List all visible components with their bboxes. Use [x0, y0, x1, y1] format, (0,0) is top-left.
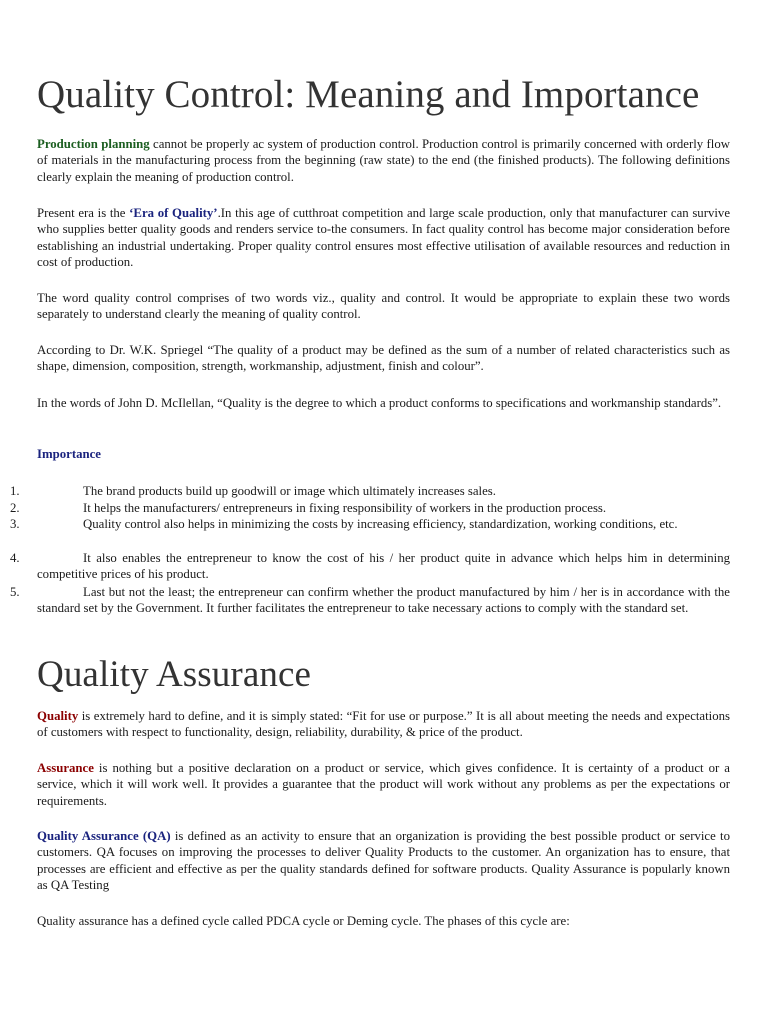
list-number: 2. [10, 501, 20, 515]
list-number: 3. [10, 517, 20, 531]
list-item [10, 550, 730, 583]
highlight-era-of-quality: ‘Era of Quality’ [129, 206, 218, 220]
section-title-quality-assurance: Quality Assurance [37, 654, 311, 695]
list-text: Quality control also helps in minimizing the costs by increasing efficiency, standardization, working conditions, etc. [83, 517, 678, 531]
list-text: It helps the manufacturers/ entrepreneurs in fixing responsibility of workers in the production process. [83, 501, 607, 515]
lead-term-quality-assurance: Quality Assurance (QA) [37, 829, 171, 843]
paragraph-quality-control-words: The word quality control comprises of two words viz., quality and control. It would be appropriate to explain these two words separately to understand clearly the meaning of quality control. [37, 291, 730, 322]
list-number: 4. [10, 551, 20, 565]
paragraph-production-planning [37, 136, 730, 185]
paragraph-text: is defined as an activity to ensure that an organization is providing the best possible product or service to customers. QA focuses on improving the processes to deliver Quality Products to the customer. An organization has to ensure, that processes are efficient and effective as per the quality standards defined for software products. Quality Assurance is popularly known as QA Testing [37, 829, 730, 893]
list-item [10, 584, 730, 617]
list-text: The brand products build up goodwill or image which ultimately increases sales. [83, 484, 496, 498]
importance-heading: Importance [37, 447, 101, 461]
paragraph-assurance-definition [37, 760, 730, 809]
list-item [10, 516, 730, 532]
list-item [10, 500, 730, 516]
list-text: It also enables the entrepreneur to know the cost of his / her product quite in advance which helps him in determining competitive prices of his product. [37, 551, 730, 582]
paragraph-quality-definition [37, 708, 730, 741]
list-text: Last but not the least; the entrepreneur can confirm whether the product manufactured by him / her is in accordance with the standard set by the Government. It further facilitates the entrepreneur to take necessary actions to comply with the standard set. [37, 585, 730, 616]
section-title-quality-control: Quality Control: Meaning and Importance [37, 73, 700, 116]
paragraph-text: is extremely hard to define, and it is simply stated: “Fit for use or purpose.” It is all about meeting the needs and expectations of customers with respect to functionality, design, reliability, durability, & price of the product. [37, 709, 730, 740]
paragraph-text: .In this age of cutthroat competition and large scale production, only that manufacturer can survive who supplies better quality goods and renders service to-the consumers. In fact quality control has become major consideration before establishing an industrial undertaking. Proper quality control ensures most effective utilisation of available resources and reduction in cost of production. [37, 206, 730, 270]
paragraph-text: is nothing but a positive declaration on a product or service, which gives confidence. It is certainty of a product or a service, which it will work well. It provides a guarantee that the product will work without any problems as per the expectations or requirements. [37, 761, 730, 808]
lead-term-quality: Quality [37, 709, 79, 723]
paragraph-spriegel-quote: According to Dr. W.K. Spriegel “The quality of a product may be defined as the sum of a number of related characteristics such as shape, dimension, composition, strength, workmanship, adjustment, finish and colour”. [37, 343, 730, 374]
paragraph-qa-definition [37, 828, 730, 894]
paragraph-era-of-quality [37, 205, 730, 271]
list-number: 1. [10, 484, 20, 498]
paragraph-text: cannot be properly ac system of production control. Production control is primarily concerned with orderly flow of materials in the manufacturing process from the beginning (raw state) to the end (the finished products). The following definitions clearly explain the meaning of production control. [37, 137, 730, 184]
lead-term-production-planning: Production planning [37, 137, 150, 151]
lead-term-assurance: Assurance [37, 761, 94, 775]
paragraph-mclellan-quote: In the words of John D. McIlellan, “Quality is the degree to which a product conforms to specifications and workmanship standards”. [37, 396, 722, 410]
paragraph-text: Present era is the [37, 206, 130, 220]
paragraph-pdca-cycle: Quality assurance has a defined cycle called PDCA cycle or Deming cycle. The phases of this cycle are: [37, 914, 570, 928]
list-number: 5. [10, 585, 20, 599]
list-item [10, 483, 730, 499]
